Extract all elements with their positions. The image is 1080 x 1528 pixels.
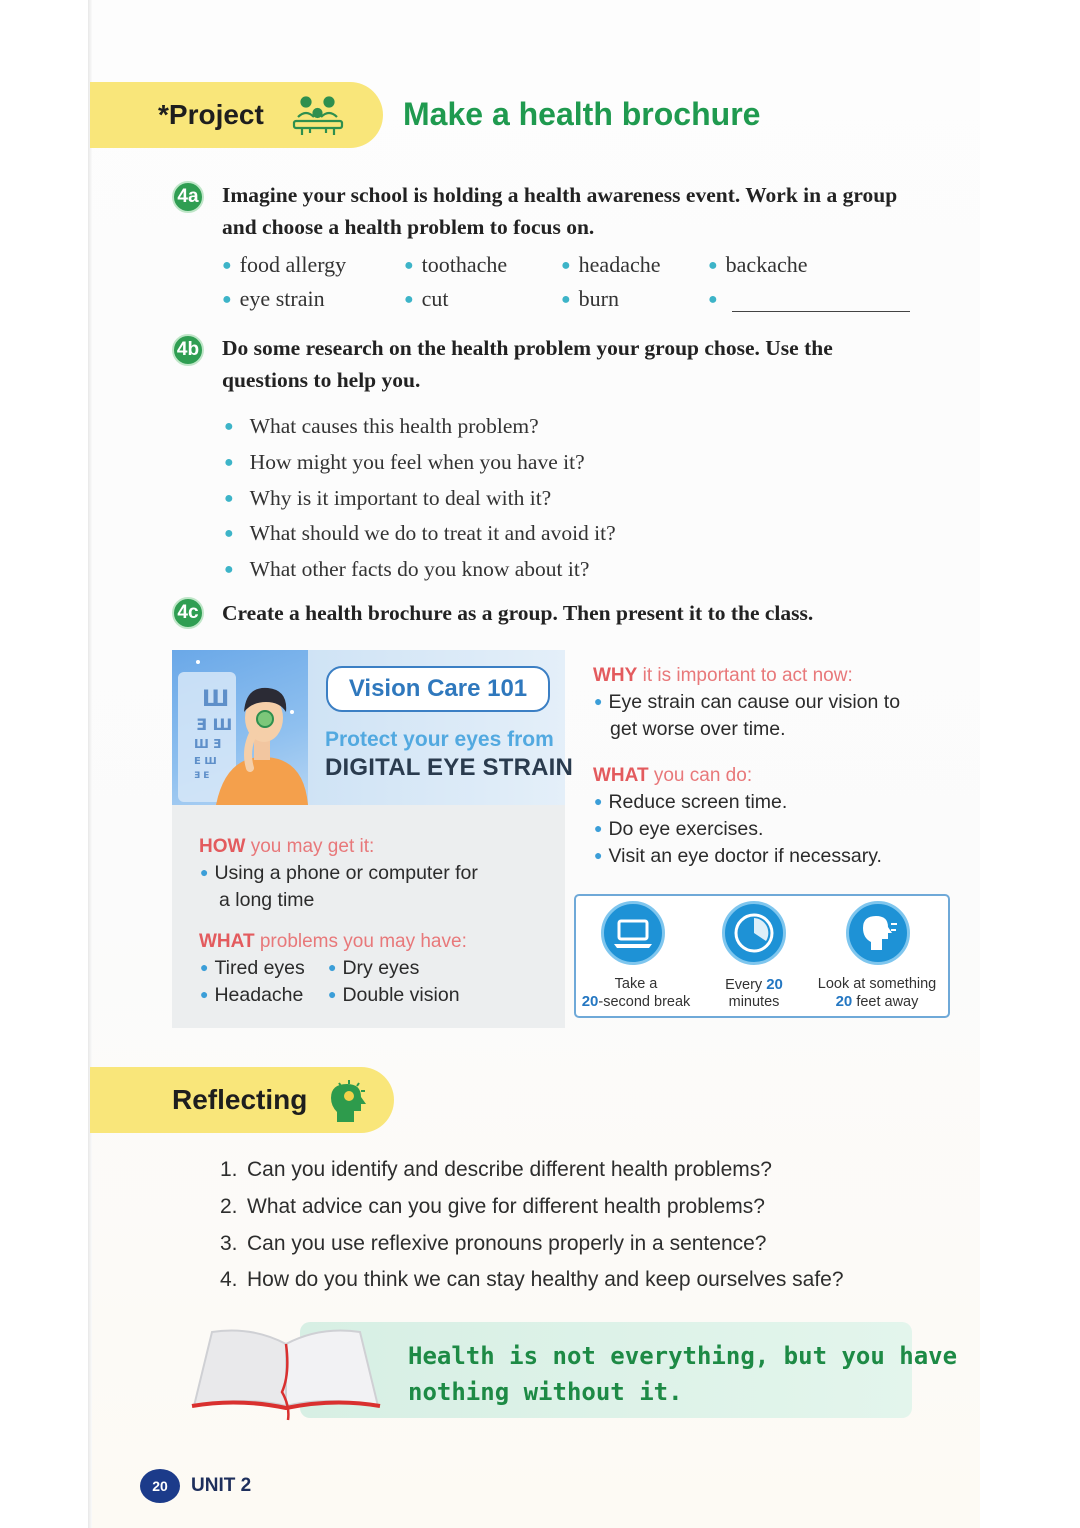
reflecting-label: Reflecting [172, 1084, 308, 1115]
task-4a-line-2: and choose a health problem to focus on. [222, 215, 595, 239]
problem-item: ● Dry eyes [328, 957, 420, 979]
bullet-icon: ● [708, 257, 718, 274]
bullet-icon: ● [224, 489, 234, 507]
project-banner [90, 82, 383, 148]
bullet-icon: ● [404, 291, 414, 308]
list-item: ● What causes this health problem? [224, 414, 539, 438]
tip-minutes-label: Every 20 minutes [725, 976, 783, 1010]
page-number: 20 [140, 1469, 180, 1503]
brochure-subtitle: Protect your eyes from [325, 728, 554, 751]
list-item: 3. Can you use reflexive pronouns properly in a sentence? [220, 1231, 767, 1255]
task-4c-line-1: Create a health brochure as a group. Then present it to the class. [222, 601, 814, 625]
laptop-icon [601, 901, 665, 965]
list-item: ● How might you feel when you have it? [224, 449, 585, 474]
reflecting-questions [220, 1152, 844, 1299]
bullet-icon: ● [224, 561, 234, 579]
option-burn: ● burn [561, 286, 619, 311]
open-book-icon [190, 1322, 382, 1422]
project-label: *Project [158, 99, 264, 130]
bullet-icon: ● [200, 864, 209, 880]
brochure-headline: DIGITAL EYE STRAIN [325, 754, 574, 781]
option-eye-strain: ● eye strain [222, 286, 325, 311]
bullet-icon: ● [594, 693, 603, 709]
bullet-icon: ● [222, 291, 232, 308]
option-cut: ● cut [404, 286, 449, 311]
do-item: ● Do eye exercises. [594, 818, 764, 840]
svg-text:E Ш: E Ш [194, 756, 217, 767]
option-headache: ● headache [561, 252, 661, 277]
task-4b-line-1: Do some research on the health problem your group chose. Use the [222, 336, 833, 360]
bullet-icon: ● [708, 291, 718, 308]
bullet-icon: ● [224, 525, 234, 543]
research-questions [224, 410, 616, 589]
list-item: ● What should we do to treat it and avoid it? [224, 521, 616, 546]
clock-icon [722, 901, 786, 965]
how-item: ● Using a phone or computer for [200, 862, 478, 884]
badge-4a: 4a [172, 181, 204, 213]
project-title: Make a health brochure [403, 96, 761, 132]
do-item: ● Visit an eye doctor if necessary. [594, 845, 882, 867]
eye-test-illustration [172, 650, 308, 805]
bullet-icon: ● [594, 820, 603, 836]
bullet-icon: ● [328, 959, 337, 975]
option-food-allergy: ● food allergy [222, 252, 347, 277]
problems-heading: WHAT problems you may have: [199, 931, 467, 952]
bullet-icon: ● [404, 257, 414, 274]
group-work-icon [290, 93, 346, 137]
list-item: ● Why is it important to deal with it? [224, 485, 552, 510]
why-item-continued: get worse over time. [610, 718, 786, 740]
do-heading: WHAT you can do: [593, 765, 753, 786]
bullet-icon: ● [594, 793, 603, 809]
badge-4b: 4b [172, 334, 204, 366]
svg-text:Ш Ǝ: Ш Ǝ [194, 737, 222, 751]
bullet-icon: ● [200, 986, 209, 1002]
task-4b-line-2: questions to help you. [222, 368, 421, 392]
bullet-icon: ● [222, 257, 232, 274]
why-item: ● Eye strain can cause our vision to [594, 691, 901, 713]
problem-item: ● Tired eyes [200, 957, 305, 979]
bullet-icon: ● [224, 453, 234, 471]
list-item: 2. What advice can you give for different health problems? [220, 1194, 765, 1218]
bullet-icon: ● [200, 959, 209, 975]
option-toothache: ● toothache [404, 252, 508, 277]
option-backache: ● backache [708, 252, 808, 277]
thinking-head-icon [329, 1076, 373, 1124]
bullet-icon: ● [561, 291, 571, 308]
person-eye-chart-icon [172, 650, 308, 805]
list-item: 4. How do you think we can stay healthy and keep ourselves safe? [220, 1268, 844, 1292]
tip-distance-label: Look at something 20 feet away [817, 976, 937, 1010]
brochure-title: Vision Care 101 [326, 666, 550, 712]
svg-text:Ш: Ш [202, 687, 230, 712]
how-heading: HOW you may get it: [199, 836, 375, 857]
option-blank[interactable] [708, 286, 910, 312]
svg-text:Ǝ Ш: Ǝ Ш [196, 715, 233, 734]
list-item: 1. Can you identify and describe different health problems? [220, 1158, 772, 1181]
fill-in-blank[interactable] [732, 292, 910, 312]
problem-item: ● Headache [200, 984, 304, 1006]
bullet-icon: ● [561, 257, 571, 274]
do-item: ● Reduce screen time. [594, 791, 788, 813]
task-4a-line-1: Imagine your school is holding a health awareness event. Work in a group [222, 183, 898, 207]
bullet-icon: ● [328, 986, 337, 1002]
how-item-continued: a long time [219, 889, 315, 911]
why-heading: WHY it is important to act now: [593, 665, 853, 686]
bullet-icon: ● [224, 418, 234, 435]
person-looking-icon [846, 901, 910, 965]
list-item: ● What other facts do you know about it? [224, 557, 590, 582]
badge-4c: 4c [172, 597, 204, 629]
unit-label: UNIT 2 [191, 1475, 252, 1496]
page-edge [88, 0, 92, 1528]
problem-item: ● Double vision [328, 984, 460, 1006]
bullet-icon: ● [594, 847, 603, 863]
tip-break-label: Take a 20-second break [581, 976, 691, 1010]
reflecting-banner [90, 1067, 394, 1133]
svg-text:Ǝ E: Ǝ E [194, 771, 210, 781]
health-quote: Health is not everything, but you have nothing without it. [408, 1342, 958, 1406]
